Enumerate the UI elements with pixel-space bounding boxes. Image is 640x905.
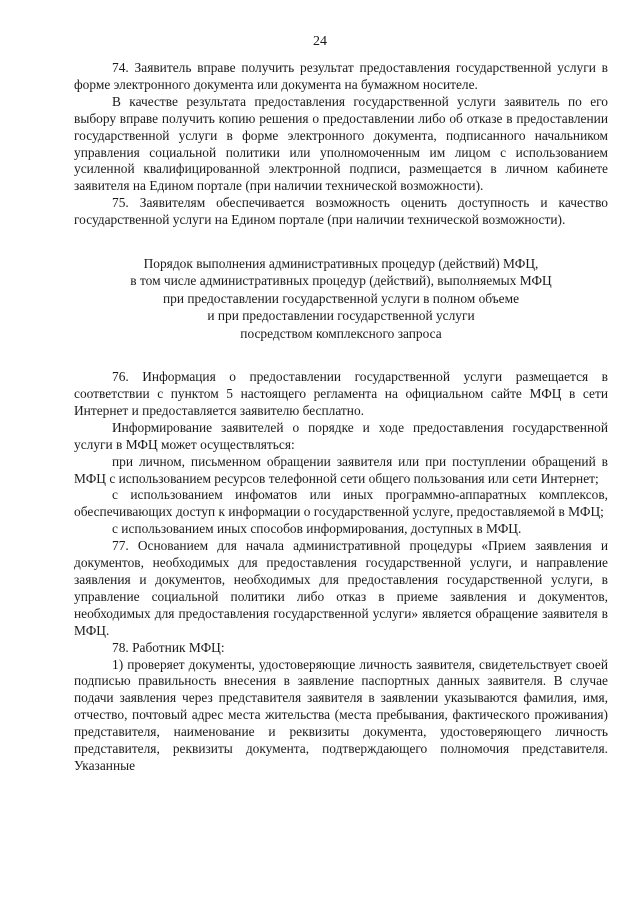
paragraph-other-methods: с использованием иных способов информирования, доступных в МФЦ. xyxy=(112,521,522,537)
paragraph-74-result: В качестве результата предоставления государственной услуги заявитель по его выбору вправе получить копию решения о предоставлении либо об отказе в предоставлении государственной услуги в форме электронного документа, подписанного начальником управления социальной политики или уполномоченным им лицом с использованием усиленной квалифицированной электронной подписи, размещается в личном кабинете заявителя на Едином портале (при наличии технической возможности). xyxy=(74,93,608,194)
heading-line: посредством комплексного запроса xyxy=(240,325,442,341)
list-item-text: проверяет документы, удостоверяющие личность заявителя, свидетельствует своей подписью правильность внесения в заявление паспортных данных заявителя. В случае подачи заявления через представителя заявителя в заявлении указываются фамилия, имя, отчество, почтовый адрес места жительства (места пребывания, фактического проживания) представителя, наименование и реквизиты документа, удостоверяющего личность представителя, реквизиты документа, подтверждающего полномочия представителя. Указанные xyxy=(74,656,608,773)
heading-line: при предоставлении государственной услуги в полном объеме xyxy=(162,290,520,306)
paragraph-77: 77. Основанием для начала административной процедуры «Прием заявления и документов, необходимых для предоставления государственной услуги, и направление заявления и документов, необходимых для предоставления государственной услуги, в управление социальной политики либо отказ в приеме заявления и документов, необходимых для предоставления государственной услуги» является обращение заявителя в МФЦ. xyxy=(74,538,608,638)
paragraph-personal-request: при личном, письменном обращении заявителя или при поступлении обращений в МФЦ с использованием ресурсов телефонной сети общего пользования или сети Интернет; xyxy=(74,453,608,486)
list-item-1 xyxy=(74,657,608,775)
paragraph-78: 78. Работник МФЦ: xyxy=(112,639,225,655)
paragraph-75: 75. Заявителям обеспечивается возможность оценить доступность и качество государственной услуги на Едином портале (при наличии технической возможности). xyxy=(74,195,608,228)
heading-line: и при предоставлении государственной услуги xyxy=(207,308,475,324)
page-number: 24 xyxy=(313,34,327,49)
list-item-number: 1) xyxy=(112,656,124,672)
heading-line: в том числе административных процедур (действий), выполняемых МФЦ xyxy=(130,273,552,289)
paragraph-74: 74. Заявитель вправе получить результат предоставления государственной услуги в форме электронного документа или документа на бумажном носителе. xyxy=(74,60,608,92)
document-body xyxy=(74,60,608,775)
paragraph-infomats: с использованием инфоматов или иных программно-аппаратных комплексов, обеспечивающих доступ к информации о государственной услуге, предоставляемой в МФЦ; xyxy=(74,487,608,520)
section-heading xyxy=(74,255,608,342)
paragraph-informing: Информирование заявителей о порядке и ходе предоставления государственной услуги в МФЦ может осуществляться: xyxy=(74,419,608,452)
paragraph-76: 76. Информация о предоставлении государственной услуги размещается в соответствии с пунктом 5 настоящего регламента на официальном сайте МФЦ в сети Интернет и предоставляется заявителю бесплатно. xyxy=(74,369,608,418)
heading-line: Порядок выполнения административных процедур (действий) МФЦ, xyxy=(143,256,539,272)
